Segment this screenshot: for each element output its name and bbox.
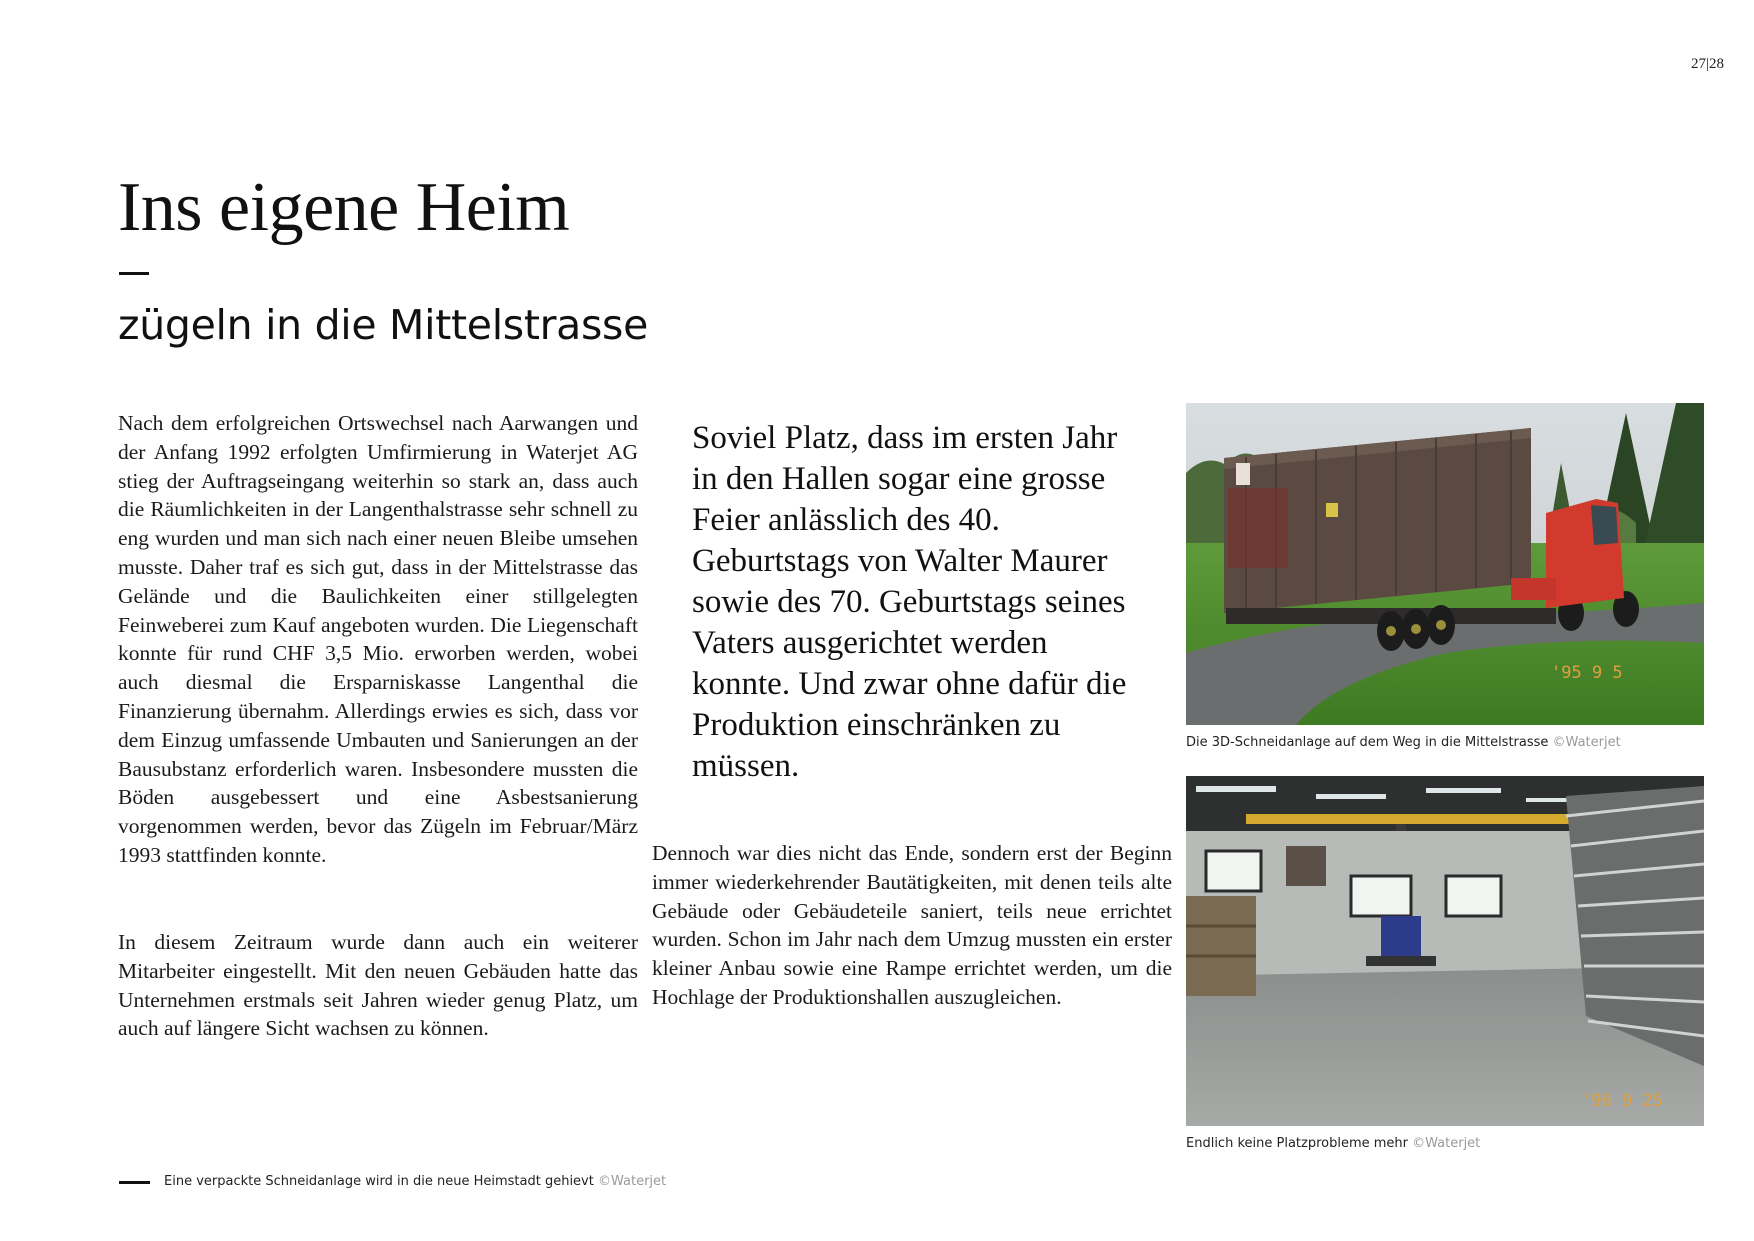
- body-paragraph-3: Dennoch war dies nicht das Ende, sondern erst der Beginn immer wiederkehrender Bautätigkeiten, mit denen teils alte Gebäude oder Gebäudeteile saniert, teils neue errichtet wurden. Schon im Jahr nach dem Umzug mussten ein erster kleiner Anbau sowie eine Rampe errichtet werden, um die Hochlage der Produktionshallen auszugleichen.: [652, 841, 1172, 1009]
- caption-text-2: Endlich keine Platzprobleme mehr: [1186, 1136, 1408, 1151]
- body-paragraph-2: In diesem Zeitraum wurde dann auch ein weiterer Mitarbeiter eingestellt. Mit den neuen Gebäuden hatte das Unternehmen erstmals seit Jahren wieder genug Platz, um auch auf längere Sicht wachsen zu können.: [118, 930, 638, 1041]
- photo-caption-1: [1186, 735, 1621, 751]
- truck-photo-image: [1186, 403, 1704, 725]
- title-rule: [119, 272, 149, 275]
- caption-credit-2: ©Waterjet: [1412, 1136, 1481, 1151]
- footer-caption-text: Eine verpackte Schneidanlage wird in die neue Heimstadt gehievt: [164, 1174, 594, 1189]
- photo-production-hall: [1186, 776, 1704, 1126]
- caption-text-1: Die 3D-Schneidanlage auf dem Weg in die Mittelstrasse: [1186, 735, 1549, 750]
- hall-photo-image: [1186, 776, 1704, 1126]
- page-title: Ins eigene Heim: [118, 169, 570, 246]
- body-paragraph-1: Nach dem erfolgreichen Ortswechsel nach Aarwangen und der Anfang 1992 erfolgten Umfirmierung in Waterjet AG stieg der Auftragseingang weiterhin so stark an, dass auch die Räumlichkeiten in der Langenthalstrasse sehr schnell zu eng wurden und man sich nach einer neuen Bleibe umsehen musste. Daher traf es sich gut, dass in der Mittelstrasse das Gelände und die Baulichkeiten einer stillgelegten Feinweberei zum Kauf angeboten wurden. Die Liegenschaft konnte für rund CHF 3,5 Mio. erworben werden, wobei auch diesmal die Ersparniskasse Langenthal die Finanzierung übernahm. Allerdings erwies es sich, dass vor dem Einzug umfassende Umbauten und Sanierungen an der Bausubstanz erforderlich waren. Insbesondere mussten die Böden ausgebessert und eine Asbestsanierung vorgenommen werden, bevor das Zügeln im Februar/März 1993 stattfinden konnte.: [118, 411, 638, 867]
- photo-truck: [1186, 403, 1704, 725]
- photo-caption-2: [1186, 1136, 1480, 1152]
- footer-caption-credit: ©Waterjet: [598, 1174, 667, 1189]
- page-subtitle: zügeln in die Mittelstrasse: [118, 301, 649, 349]
- photo-date-stamp-2: '96 9 25: [1581, 1091, 1663, 1111]
- pull-quote: Soviel Platz, dass im ersten Jahr in den Hallen sogar eine grosse Feier anlässlich des 40. Geburtstags von Walter Maurer sowie des 70. Geburtstags seines Vaters ausgerichtet werden konnte. Und zwar ohne dafür die Produktion einschränken zu müssen.: [692, 420, 1127, 784]
- footer-rule: [119, 1181, 150, 1184]
- photo-date-stamp-1: '95 9 5: [1551, 663, 1623, 683]
- footer-caption: [164, 1174, 666, 1190]
- page-number: 27|28: [1690, 56, 1724, 72]
- caption-credit-1: ©Waterjet: [1552, 735, 1621, 750]
